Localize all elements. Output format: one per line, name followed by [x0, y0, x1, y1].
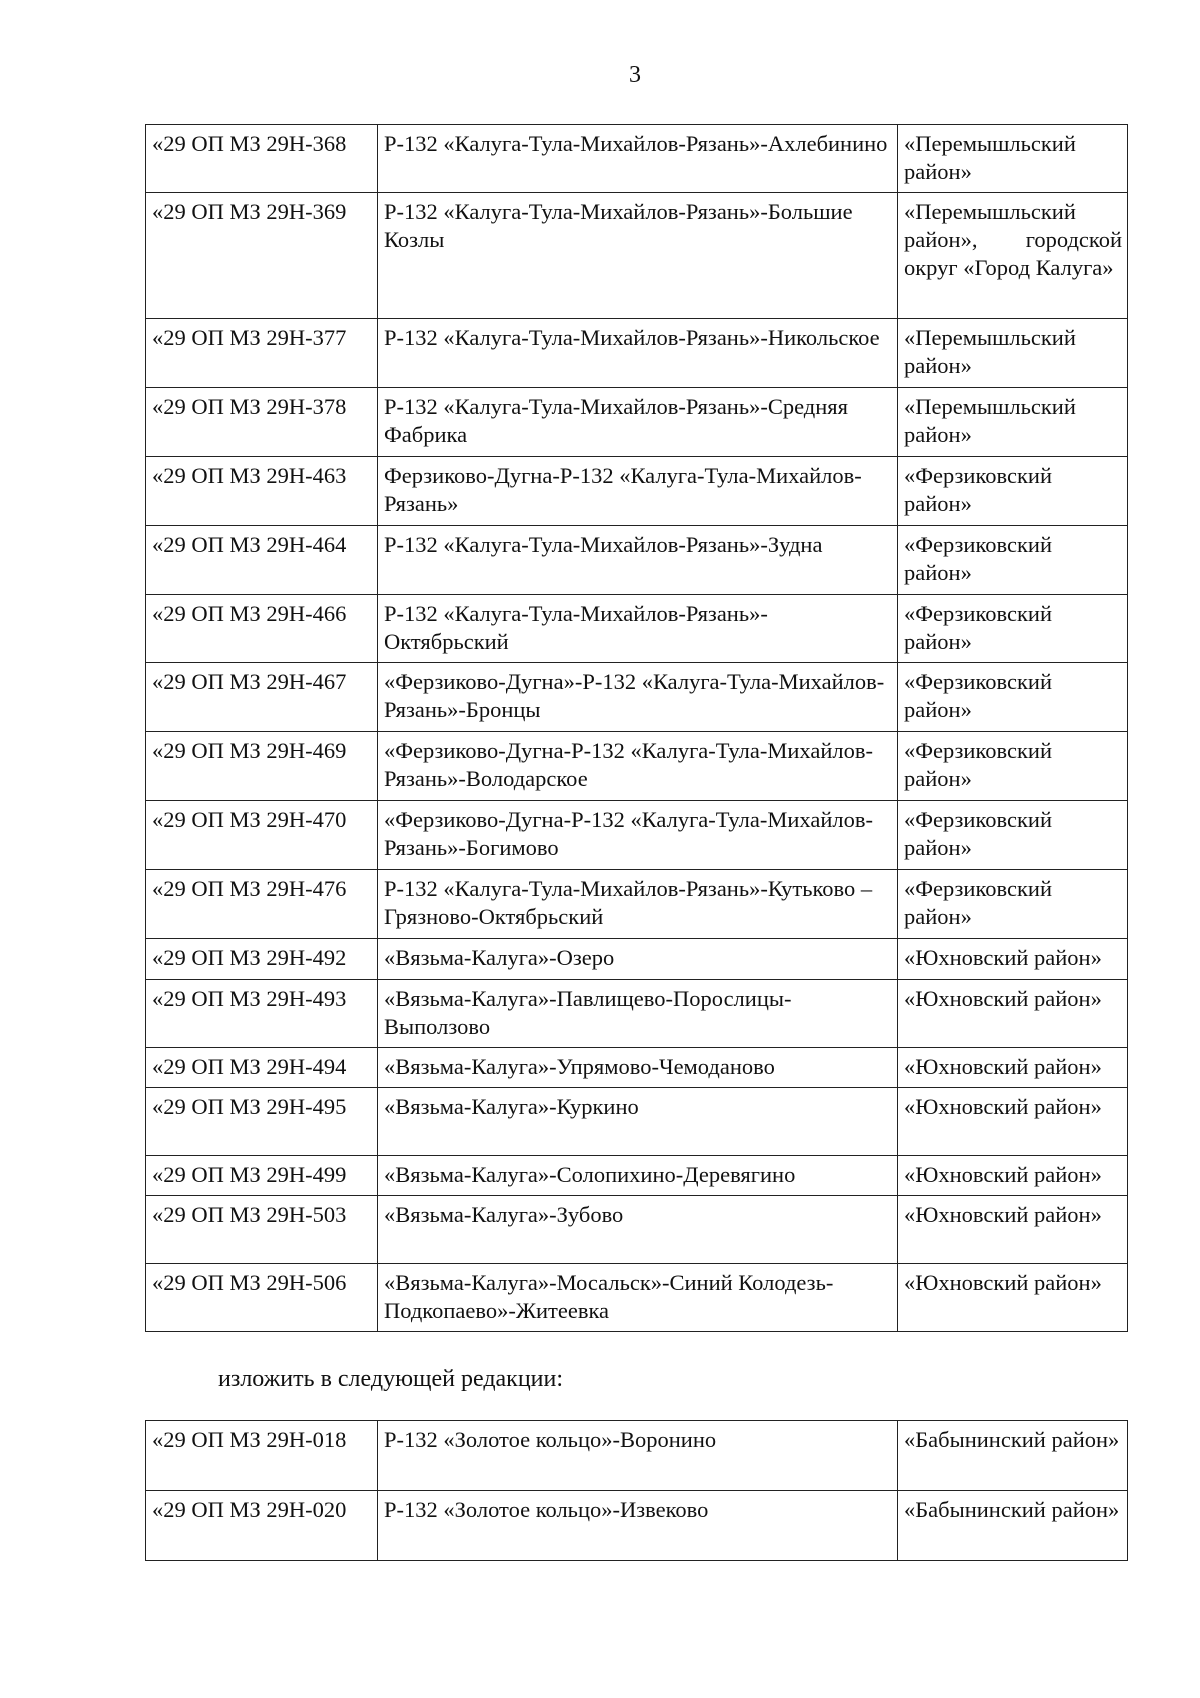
road-district-cell: «Перемышльский район» [898, 319, 1128, 388]
road-district-cell: «Бабынинский район» [898, 1421, 1128, 1491]
road-code-cell: «29 ОП МЗ 29Н-469 [146, 732, 378, 801]
table-row [146, 1264, 1128, 1332]
road-code-cell: «29 ОП МЗ 29Н-476 [146, 870, 378, 939]
road-name-cell: Р-132 «Калуга-Тула-Михайлов-Рязань»-Зудна [378, 526, 898, 595]
road-code-cell: «29 ОП МЗ 29Н-369 [146, 193, 378, 319]
amendment-intro-text: изложить в следующей редакции: [218, 1366, 564, 1392]
table-row [146, 1048, 1128, 1088]
table-row [146, 663, 1128, 732]
table-row [146, 193, 1128, 319]
road-district-cell: «Ферзиковский район» [898, 457, 1128, 526]
road-name-cell: «Вязьма-Калуга»-Куркино [378, 1088, 898, 1156]
road-district-cell: «Ферзиковский район» [898, 870, 1128, 939]
table-row [146, 732, 1128, 801]
table-row [146, 457, 1128, 526]
table-row [146, 980, 1128, 1048]
road-district-cell: «Юхновский район» [898, 1156, 1128, 1196]
road-name-cell: Р-132 «Калуга-Тула-Михайлов-Рязань»-Кутьково – Грязново-Октябрьский [378, 870, 898, 939]
road-code-cell: «29 ОП МЗ 29Н-503 [146, 1196, 378, 1264]
road-district-cell: «Бабынинский район» [898, 1491, 1128, 1561]
road-code-cell: «29 ОП МЗ 29Н-495 [146, 1088, 378, 1156]
road-name-cell: «Ферзиково-Дугна-Р-132 «Калуга-Тула-Михайлов-Рязань»-Володарское [378, 732, 898, 801]
road-code-cell: «29 ОП МЗ 29Н-464 [146, 526, 378, 595]
table-row [146, 870, 1128, 939]
table-row [146, 939, 1128, 980]
road-name-cell: «Вязьма-Калуга»-Упрямово-Чемоданово [378, 1048, 898, 1088]
table-row [146, 319, 1128, 388]
road-district-cell: «Ферзиковский район» [898, 732, 1128, 801]
table-row [146, 125, 1128, 193]
road-district-cell: «Юхновский район» [898, 939, 1128, 980]
road-district-cell: «Юхновский район» [898, 1196, 1128, 1264]
road-district-cell: «Ферзиковский район» [898, 526, 1128, 595]
road-name-cell: Р-132 «Золотое кольцо»-Воронино [378, 1421, 898, 1491]
road-name-cell: Р-132 «Калуга-Тула-Михайлов-Рязань»-Средняя Фабрика [378, 388, 898, 457]
table-row [146, 1491, 1128, 1561]
table-row [146, 1196, 1128, 1264]
road-district-cell: «Перемышльский район» [898, 125, 1128, 193]
road-code-cell: «29 ОП МЗ 29Н-506 [146, 1264, 378, 1332]
road-name-cell: «Ферзиково-Дугна-Р-132 «Калуга-Тула-Михайлов-Рязань»-Богимово [378, 801, 898, 870]
road-district-cell: «Ферзиковский район» [898, 801, 1128, 870]
road-name-cell: «Ферзиково-Дугна»-Р-132 «Калуга-Тула-Михайлов-Рязань»-Бронцы [378, 663, 898, 732]
roads-table-current [145, 124, 1128, 1332]
road-name-cell: Р-132 «Калуга-Тула-Михайлов-Рязань»-Октябрьский [378, 595, 898, 663]
table-row [146, 388, 1128, 457]
road-code-cell: «29 ОП МЗ 29Н-378 [146, 388, 378, 457]
roads-table-new [145, 1420, 1128, 1561]
table-row [146, 1421, 1128, 1491]
table-row [146, 526, 1128, 595]
road-code-cell: «29 ОП МЗ 29Н-368 [146, 125, 378, 193]
road-code-cell: «29 ОП МЗ 29Н-499 [146, 1156, 378, 1196]
road-name-cell: «Вязьма-Калуга»-Озеро [378, 939, 898, 980]
road-district-cell: «Юхновский район» [898, 1048, 1128, 1088]
road-district-cell: «Перемышльский район», городской округ «Город Калуга» [898, 193, 1128, 319]
road-district-cell: «Ферзиковский район» [898, 595, 1128, 663]
road-district-cell: «Перемышльский район» [898, 388, 1128, 457]
road-code-cell: «29 ОП МЗ 29Н-020 [146, 1491, 378, 1561]
road-name-cell: Р-132 «Золотое кольцо»-Извеково [378, 1491, 898, 1561]
road-name-cell: «Вязьма-Калуга»-Павлищево-Порослицы-Выползово [378, 980, 898, 1048]
road-code-cell: «29 ОП МЗ 29Н-018 [146, 1421, 378, 1491]
road-district-cell: «Ферзиковский район» [898, 663, 1128, 732]
road-code-cell: «29 ОП МЗ 29Н-494 [146, 1048, 378, 1088]
road-district-cell: «Юхновский район» [898, 980, 1128, 1048]
road-name-cell: «Вязьма-Калуга»-Солопихино-Деревягино [378, 1156, 898, 1196]
table-row [146, 1088, 1128, 1156]
table-row [146, 1156, 1128, 1196]
road-name-cell: Ферзиково-Дугна-Р-132 «Калуга-Тула-Михайлов-Рязань» [378, 457, 898, 526]
table-row [146, 801, 1128, 870]
road-code-cell: «29 ОП МЗ 29Н-377 [146, 319, 378, 388]
road-name-cell: «Вязьма-Калуга»-Зубово [378, 1196, 898, 1264]
table-row [146, 595, 1128, 663]
road-name-cell: Р-132 «Калуга-Тула-Михайлов-Рязань»-Ахлебинино [378, 125, 898, 193]
road-code-cell: «29 ОП МЗ 29Н-466 [146, 595, 378, 663]
road-code-cell: «29 ОП МЗ 29Н-470 [146, 801, 378, 870]
road-code-cell: «29 ОП МЗ 29Н-467 [146, 663, 378, 732]
road-name-cell: Р-132 «Калуга-Тула-Михайлов-Рязань»-Большие Козлы [378, 193, 898, 319]
page-number: 3 [629, 62, 641, 88]
road-district-cell: «Юхновский район» [898, 1264, 1128, 1332]
road-code-cell: «29 ОП МЗ 29Н-493 [146, 980, 378, 1048]
road-code-cell: «29 ОП МЗ 29Н-463 [146, 457, 378, 526]
road-name-cell: Р-132 «Калуга-Тула-Михайлов-Рязань»-Никольское [378, 319, 898, 388]
road-district-cell: «Юхновский район» [898, 1088, 1128, 1156]
road-name-cell: «Вязьма-Калуга»-Мосальск»-Синий Колодезь-Подкопаево»-Житеевка [378, 1264, 898, 1332]
road-code-cell: «29 ОП МЗ 29Н-492 [146, 939, 378, 980]
